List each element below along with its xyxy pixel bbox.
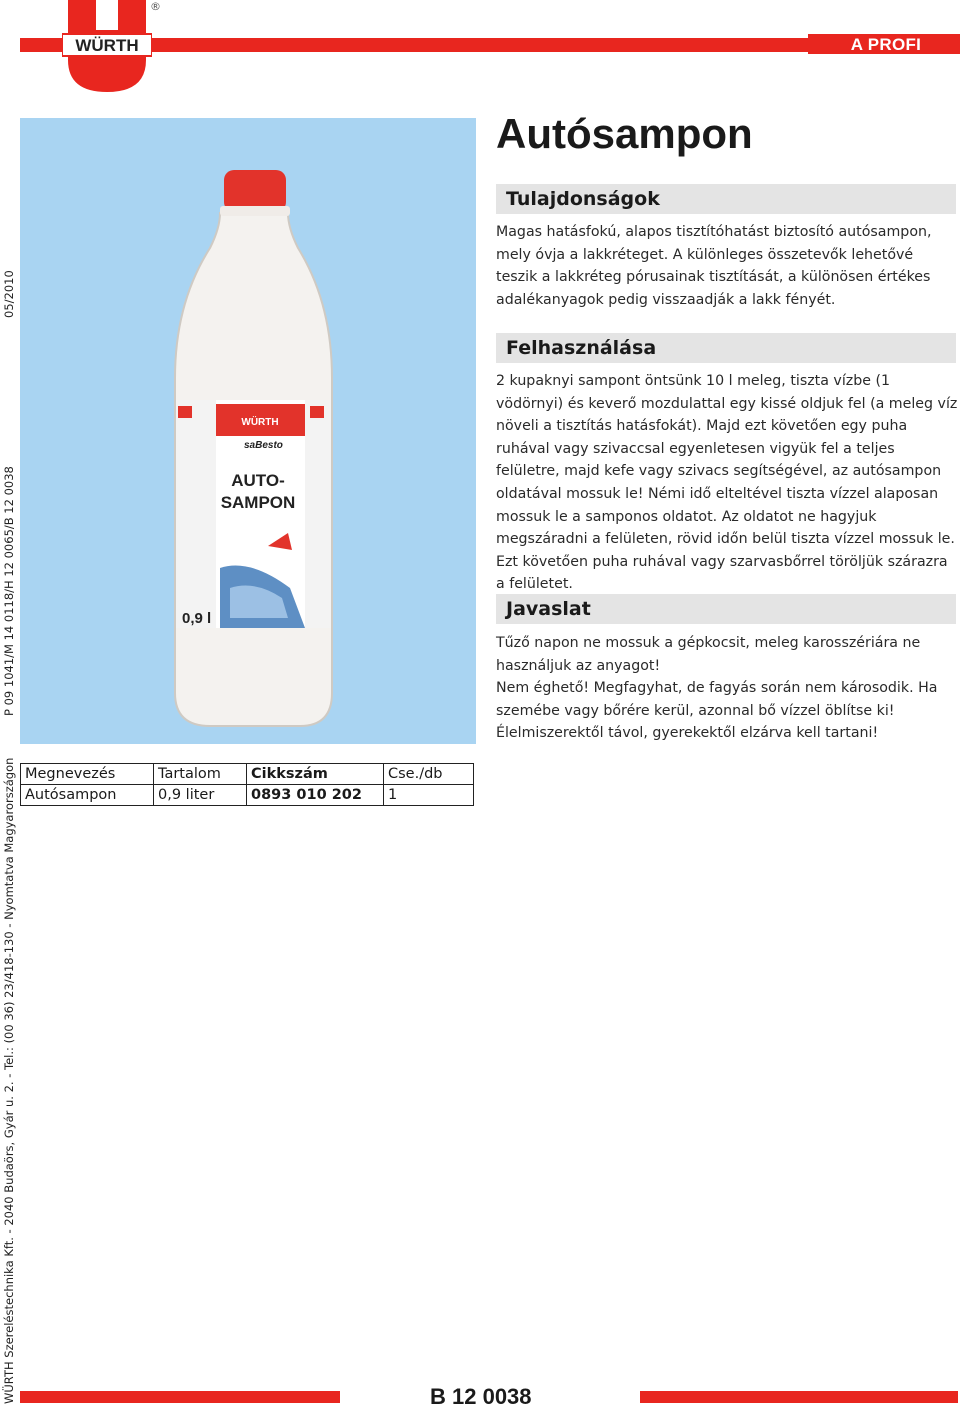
product-photo: [20, 118, 476, 744]
side-company-info: WÜRTH Szereléstechnika Kft. - 2040 Budaörs, Gyár u. 2. - Tel.: (00 36) 23/418-130 - Nyomtatva Magyarországon: [2, 757, 16, 1404]
section-heading-advice-label: Javaslat: [506, 598, 591, 620]
logo-text: WÜRTH: [75, 36, 139, 55]
bottle-volume: 0,9 l: [182, 610, 212, 627]
table-row: [21, 785, 474, 806]
table-cell-content: 0,9 liter: [154, 785, 247, 806]
advice-text-2: Nem éghető! Megfagyhat, de fagyás során nem károsodik. Ha szemébe vagy bőrére kerül, azonnal bő vízzel öblítse ki! Élelmiszerektől távol, gyerekektől elzárva kell tartani!: [496, 680, 938, 742]
footer-red-bar-right: [640, 1391, 958, 1403]
side-date: 05/2010: [2, 270, 16, 318]
section-heading-properties: [496, 184, 956, 214]
spec-table: [20, 763, 474, 806]
table-header-row: [21, 764, 474, 785]
registered-mark: ®: [150, 0, 161, 13]
section-heading-usage: [496, 333, 956, 363]
table-header-article-number: Cikkszám: [247, 764, 384, 785]
properties-text: Magas hatásfokú, alapos tisztítóhatást biztosító autósampon, mely óvja a lakkréteget. A különleges összetevők lehetővé teszik a lakkréteg pórusainak tisztítását, a különösen értékes adalékanyagok pedig visszaadják a lakk fényét.: [496, 224, 932, 308]
bottle-sub-brand: saBesto: [244, 440, 283, 451]
wurth-logo: [62, 0, 152, 92]
tagline: A PROFI SZERELÉS: [839, 35, 933, 75]
section-heading-properties-label: Tulajdonságok: [506, 188, 660, 210]
table-header-name: Megnevezés: [21, 764, 154, 785]
table-header-pack-unit: Cse./db: [384, 764, 474, 785]
header-red-bar-left: [20, 38, 64, 52]
side-codes: P 09 1041/M 14 0118/H 12 0065/B 12 0038: [2, 466, 16, 716]
footer-document-code: B 12 0038: [430, 1384, 532, 1409]
section-heading-usage-label: Felhasználása: [506, 337, 657, 359]
footer-red-bar-left: [20, 1391, 340, 1403]
advice-text-1: Tűző napon ne mossuk a gépkocsit, meleg karosszériára ne használjuk az anyagot!: [496, 635, 921, 674]
header-red-bar: [150, 38, 808, 52]
bottle-label-line1: AUTO-: [231, 471, 285, 490]
section-heading-advice: [496, 594, 956, 624]
usage-text: 2 kupaknyi sampont öntsünk 10 l meleg, tiszta vízbe (1 vödörnyi) és keverő mozdulattal egy kissé oldjuk fel (a meleg víz növeli a tisztítás hatásfokát). Majd ezt követően egy puha ruhával vagy szivaccsal egyenletesen vigyük fel a teljes felületre, majd kefe vagy szivacs segítségével, az autósampon oldatával mossuk le! Némi idő elteltével tiszta vízzel alaposan mossuk le a samponos oldatot. Az oldatot ne hagyjuk megszáradni a felületen, rövid időn belül tiszta vízzel mossuk le. Ezt követően puha ruhával vagy szarvasbőrrel töröljük szárazra a felületet.: [496, 373, 958, 593]
bottle-illustration: [20, 118, 476, 744]
bottle-label-line2: SAMPON: [220, 493, 296, 512]
bottle-brand: WÜRTH: [241, 417, 279, 428]
table-cell-article-number: 0893 010 202: [247, 785, 384, 806]
table-cell-pack-unit: 1: [384, 785, 474, 806]
table-cell-name: Autósampon: [21, 785, 154, 806]
table-header-content: Tartalom: [154, 764, 247, 785]
page-title: Autósampon: [496, 110, 753, 157]
